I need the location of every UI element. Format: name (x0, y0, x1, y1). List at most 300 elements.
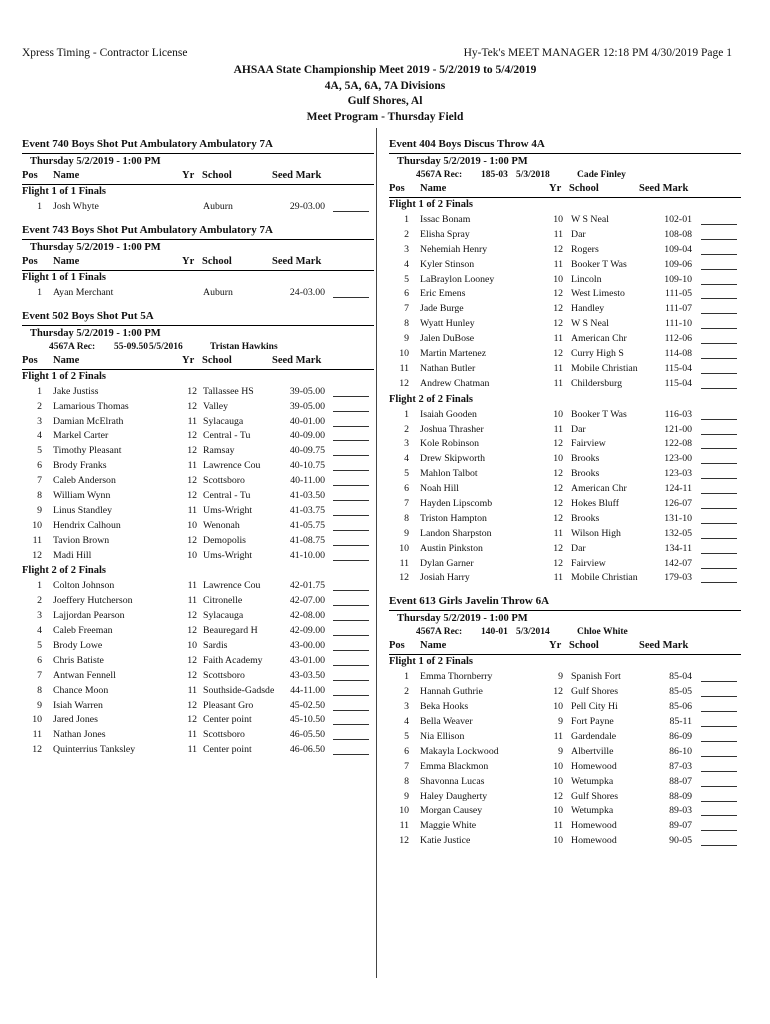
result-blank-line (333, 739, 369, 740)
result-blank-line (333, 545, 369, 546)
entry-row (389, 543, 741, 558)
col-yr-label: Yr (182, 255, 195, 267)
entry-position: 12 (32, 744, 42, 756)
entry-position: 1 (37, 580, 42, 592)
entry-seed: 39-05.00 (289, 400, 325, 412)
entry-name: Isaiah Gooden (420, 408, 477, 420)
record-line (22, 342, 374, 355)
result-blank-line (333, 426, 369, 427)
entry-seed: 43-00.00 (289, 640, 325, 652)
entry-year: 11 (187, 744, 197, 756)
record-holder: Tristan Hawkins (210, 341, 278, 352)
entry-year: 10 (553, 214, 563, 225)
result-blank-line (701, 801, 737, 802)
result-blank-line (701, 771, 737, 772)
entry-seed: 29-03.00 (289, 201, 325, 212)
entry-seed: 89-07 (669, 820, 692, 832)
entry-year: 12 (187, 699, 197, 711)
entry-row (22, 460, 374, 475)
entry-seed: 42-01.75 (289, 580, 325, 592)
entry-seed: 122-08 (664, 438, 692, 450)
entry-year: 12 (553, 498, 563, 510)
result-blank-line (701, 582, 737, 583)
col-seed-label: Seed Mark (272, 354, 322, 366)
entry-row (22, 445, 374, 460)
event-block (389, 138, 741, 587)
meet-divisions: 4A, 5A, 6A, 7A Divisions (324, 79, 446, 92)
result-blank-line (701, 538, 737, 539)
result-blank-line (333, 455, 369, 456)
entry-row (22, 287, 374, 302)
entry-row (22, 386, 374, 401)
entry-name: Caleb Anderson (53, 475, 116, 487)
entry-seed: 85-06 (669, 701, 692, 713)
entry-row (22, 535, 374, 550)
result-blank-line (333, 635, 369, 636)
entry-row (22, 700, 374, 715)
entry-school: Ums-Wright (203, 504, 253, 516)
entry-school: Central - Tu (203, 430, 251, 442)
entry-name: Makayla Lockwood (420, 745, 499, 757)
record-holder: Cade Finley (577, 170, 626, 180)
entry-name: Haley Daugherty (420, 790, 488, 802)
entry-row (389, 409, 741, 424)
result-blank-line (333, 590, 369, 591)
flight-label: Flight 2 of 2 Finals (22, 565, 107, 577)
entry-school: Auburn (203, 286, 233, 298)
entry-school: Homewood (571, 760, 617, 772)
result-blank-line (701, 343, 737, 344)
record-date: 5/3/2014 (516, 627, 550, 638)
session-time: Thursday 5/2/2019 - 1:00 PM (30, 156, 161, 167)
entry-name: Wyatt Hunley (420, 318, 475, 330)
event-block (22, 310, 374, 759)
entry-name: Austin Pinkston (420, 542, 483, 554)
entry-school: Demopolis (203, 534, 246, 546)
entry-year: 11 (553, 228, 563, 240)
entry-name: Caleb Freeman (53, 625, 113, 637)
entry-position: 10 (32, 519, 42, 531)
result-blank-line (701, 696, 737, 697)
entry-seed: 43-01.00 (289, 654, 325, 666)
entry-school: Mobile Christian (571, 362, 638, 374)
entry-row (389, 820, 741, 835)
entry-position: 11 (32, 534, 42, 546)
entry-name: Brody Lowe (53, 640, 103, 652)
entry-school: Beauregard H (203, 625, 258, 637)
entry-name: Isiah Warren (53, 699, 103, 711)
result-blank-line (701, 493, 737, 494)
entry-year: 11 (553, 423, 563, 435)
entry-name: Kyler Stinson (420, 258, 475, 270)
entry-school: Hokes Bluff (571, 498, 619, 510)
entry-school: Wenonah (203, 519, 240, 531)
entry-year: 12 (553, 512, 563, 524)
entry-school: Southside-Gadsde (203, 684, 275, 696)
entry-year: 9 (558, 671, 563, 683)
entry-name: Triston Hampton (420, 512, 487, 524)
entry-seed: 85-11 (669, 716, 692, 728)
entry-row (389, 214, 741, 229)
entry-year: 12 (553, 348, 563, 360)
entry-name: Damian McElrath (53, 415, 124, 427)
entry-seed: 42-07.00 (289, 595, 325, 607)
result-blank-line (333, 620, 369, 621)
entry-position: 11 (399, 820, 409, 832)
col-yr-label: Yr (182, 170, 195, 181)
record-mark: 185-03 (481, 170, 508, 180)
entry-year: 12 (553, 557, 563, 569)
result-blank-line (701, 224, 737, 225)
meet-title-block (0, 63, 770, 125)
entry-position: 1 (37, 286, 42, 298)
entry-year: 12 (553, 468, 563, 480)
entry-seed: 86-10 (669, 745, 692, 757)
entry-year: 12 (187, 430, 197, 442)
entry-name: William Wynn (53, 490, 111, 502)
entry-name: Kole Robinson (420, 438, 480, 450)
entry-year: 12 (553, 288, 563, 300)
entry-year: 12 (553, 303, 563, 315)
column-header (22, 170, 374, 185)
entry-row (389, 746, 741, 761)
result-blank-line (701, 388, 737, 389)
entry-year: 11 (553, 377, 563, 389)
entry-seed: 45-10.50 (289, 714, 325, 726)
result-blank-line (701, 568, 737, 569)
entry-row (389, 424, 741, 439)
entry-name: Martin Martenez (420, 348, 487, 360)
entry-school: Fort Payne (571, 716, 614, 728)
entry-year: 11 (553, 258, 563, 270)
column-header (22, 256, 374, 271)
meet-program: Meet Program - Thursday Field (306, 110, 464, 123)
entry-seed: 88-07 (669, 775, 692, 787)
result-blank-line (701, 448, 737, 449)
entry-school: Dar (571, 542, 586, 554)
entry-year: 12 (187, 490, 197, 502)
entry-position: 6 (37, 654, 42, 666)
flight-label: Flight 1 of 2 Finals (389, 656, 474, 668)
record-label: 4567A Rec: (416, 627, 463, 638)
entry-row (389, 303, 741, 318)
entry-name: Joshua Thrasher (420, 423, 484, 435)
entry-seed: 40-09.75 (289, 445, 325, 457)
entry-position: 9 (37, 504, 42, 516)
entry-seed: 41-08.75 (289, 534, 325, 546)
col-pos-label: Pos (22, 170, 38, 181)
entry-name: Jade Burge (420, 303, 464, 315)
entry-seed: 44-11.00 (290, 684, 325, 696)
entry-year: 9 (558, 745, 563, 757)
col-name-label: Name (53, 170, 80, 181)
entry-position: 7 (404, 498, 409, 510)
result-blank-line (701, 523, 737, 524)
entry-name: Dylan Garner (420, 557, 474, 569)
entry-row (389, 731, 741, 746)
col-school-label: School (202, 170, 232, 181)
entry-name: Antwan Fennell (53, 669, 116, 681)
result-blank-line (333, 500, 369, 501)
entry-school: Dar (571, 423, 586, 435)
entry-position: 11 (399, 362, 409, 374)
entry-name: Bella Weaver (420, 716, 473, 728)
col-name-label: Name (53, 255, 80, 267)
result-blank-line (701, 284, 737, 285)
col-pos-label: Pos (22, 255, 38, 267)
entry-school: Lawrence Cou (203, 460, 261, 472)
entry-row (22, 490, 374, 505)
event-title: Event 740 Boys Shot Put Ambulatory Ambulatory 7A (22, 138, 374, 154)
col-school-label: School (202, 354, 232, 366)
entry-row (22, 625, 374, 640)
entry-name: Madi Hill (53, 549, 92, 561)
entry-year: 12 (553, 790, 563, 802)
entry-seed: 115-04 (664, 362, 692, 374)
entry-school: Dar (571, 228, 586, 240)
entry-school: Homewood (571, 835, 617, 847)
entry-row (22, 505, 374, 520)
entry-name: LaBraylon Looney (420, 273, 495, 285)
entry-position: 4 (37, 430, 42, 442)
entry-seed: 108-08 (664, 228, 692, 240)
entry-year: 10 (187, 549, 197, 561)
entry-row (389, 835, 741, 850)
record-label: 4567A Rec: (416, 170, 463, 180)
col-school-label: School (202, 255, 232, 267)
event-block (22, 224, 374, 302)
entry-year: 11 (187, 460, 197, 472)
entry-name: Markel Carter (53, 430, 109, 442)
entry-row (22, 401, 374, 416)
col-yr-label: Yr (549, 640, 562, 652)
record-label: 4567A Rec: (49, 341, 96, 352)
entry-school: Fairview (571, 438, 606, 450)
entry-seed: 85-05 (669, 686, 692, 698)
entry-year: 11 (553, 820, 563, 832)
entry-year: 11 (553, 527, 563, 539)
result-blank-line (701, 756, 737, 757)
entry-school: Wetumpka (571, 775, 614, 787)
entry-position: 9 (404, 790, 409, 802)
entry-seed: 111-05 (664, 288, 692, 300)
result-blank-line (701, 830, 737, 831)
entry-school: Fairview (571, 557, 606, 569)
entry-seed: 111-07 (664, 303, 692, 315)
result-blank-line (701, 328, 737, 329)
entry-year: 12 (553, 542, 563, 554)
column-header (389, 640, 741, 655)
entry-seed: 46-06.50 (289, 744, 325, 756)
result-blank-line (333, 297, 369, 298)
result-blank-line (333, 411, 369, 412)
entry-school: American Chr (571, 333, 627, 345)
entry-position: 5 (37, 640, 42, 652)
result-blank-line (701, 508, 737, 509)
entry-name: Jake Justiss (53, 385, 99, 397)
col-seed-label: Seed Mark (639, 640, 689, 652)
entry-school: Handley (571, 303, 605, 315)
entry-school: West Limesto (571, 288, 625, 300)
entry-school: Gulf Shores (571, 790, 619, 802)
result-blank-line (701, 815, 737, 816)
entry-seed: 102-01 (664, 214, 692, 225)
entry-school: Auburn (203, 201, 233, 212)
entry-school: Sardis (203, 640, 228, 652)
result-blank-line (701, 313, 737, 314)
entry-year: 11 (187, 415, 197, 427)
entry-school: Center point (203, 744, 252, 756)
result-blank-line (333, 680, 369, 681)
event-title: Event 502 Boys Shot Put 5A (22, 310, 374, 326)
col-seed-label: Seed Mark (272, 170, 322, 181)
entry-seed: 90-05 (669, 835, 692, 847)
record-mark: 140-01 (481, 627, 508, 638)
entry-seed: 41-03.75 (289, 504, 325, 516)
entry-school: W S Neal (571, 214, 609, 225)
entry-year: 10 (187, 640, 197, 652)
col-yr-label: Yr (182, 354, 195, 366)
entry-row (389, 274, 741, 289)
entry-row (389, 805, 741, 820)
entry-seed: 126-07 (664, 498, 692, 510)
entry-seed: 45-02.50 (289, 699, 325, 711)
entry-school: Brooks (571, 468, 600, 480)
result-blank-line (701, 298, 737, 299)
entry-year: 12 (553, 318, 563, 330)
entry-school: Rogers (571, 243, 599, 255)
entry-position: 8 (37, 684, 42, 696)
result-blank-line (333, 754, 369, 755)
event-block (22, 138, 374, 216)
entry-year: 11 (187, 504, 197, 516)
entry-position: 8 (37, 490, 42, 502)
record-holder: Chloe White (577, 627, 628, 638)
entry-year: 10 (553, 805, 563, 817)
entry-seed: 112-06 (664, 333, 692, 345)
col-pos-label: Pos (389, 640, 405, 652)
result-blank-line (333, 396, 369, 397)
result-blank-line (333, 530, 369, 531)
entry-school: Sylacauga (203, 610, 244, 622)
event-title: Event 613 Girls Javelin Throw 6A (389, 595, 741, 611)
entry-seed: 89-03 (669, 805, 692, 817)
entry-seed: 42-09.00 (289, 625, 325, 637)
meet-location: Gulf Shores, Al (347, 95, 423, 107)
result-blank-line (701, 711, 737, 712)
right-column (389, 138, 741, 858)
entry-row (22, 744, 374, 759)
entry-position: 6 (37, 460, 42, 472)
entry-school: Ums-Wright (203, 549, 253, 561)
flight-label: Flight 2 of 2 Finals (389, 393, 474, 405)
entry-position: 9 (404, 333, 409, 345)
entry-name: Morgan Causey (420, 805, 483, 817)
entry-name: Josh Whyte (53, 201, 99, 212)
record-date: 5/5/2016 (149, 341, 183, 352)
entry-row (22, 430, 374, 445)
entry-year: 11 (187, 684, 197, 696)
flight-label: Flight 1 of 2 Finals (389, 199, 474, 210)
result-blank-line (333, 211, 369, 212)
result-blank-line (333, 485, 369, 486)
entry-seed: 41-10.00 (289, 549, 325, 561)
entry-name: Ayan Merchant (53, 286, 114, 298)
entry-position: 6 (404, 745, 409, 757)
event-block (389, 595, 741, 850)
entry-position: 10 (399, 542, 409, 554)
entry-seed: 40-10.75 (289, 460, 325, 472)
result-blank-line (701, 726, 737, 727)
entry-year: 11 (187, 595, 197, 607)
entry-year: 12 (187, 714, 197, 726)
entry-position: 4 (404, 453, 409, 465)
result-blank-line (701, 478, 737, 479)
entry-position: 7 (37, 669, 42, 681)
entry-seed: 123-03 (664, 468, 692, 480)
entry-seed: 134-11 (664, 542, 692, 554)
col-seed-label: Seed Mark (639, 183, 689, 194)
entry-position: 10 (399, 348, 409, 360)
column-header (22, 355, 374, 370)
result-blank-line (333, 650, 369, 651)
result-blank-line (701, 463, 737, 464)
entry-name: Chris Batiste (53, 654, 104, 666)
entry-school: Childersburg (571, 377, 622, 389)
entry-row (22, 416, 374, 431)
entry-row (22, 640, 374, 655)
entry-row (389, 453, 741, 468)
entry-school: Ramsay (203, 445, 235, 457)
entry-school: Gulf Shores (571, 686, 619, 698)
entry-year: 12 (553, 686, 563, 698)
result-blank-line (333, 605, 369, 606)
entry-row (22, 580, 374, 595)
entry-position: 2 (404, 228, 409, 240)
entry-position: 7 (37, 475, 42, 487)
left-column (22, 138, 374, 767)
entry-position: 8 (404, 318, 409, 330)
entry-position: 5 (37, 445, 42, 457)
entry-school: Curry High S (571, 348, 624, 360)
result-blank-line (333, 665, 369, 666)
entry-row (389, 244, 741, 259)
result-blank-line (701, 741, 737, 742)
entry-row (389, 498, 741, 513)
entry-name: Quinterrius Tanksley (53, 744, 136, 756)
entry-year: 12 (187, 610, 197, 622)
entry-year: 12 (187, 654, 197, 666)
entry-seed: 88-09 (669, 790, 692, 802)
entry-year: 10 (553, 701, 563, 713)
entry-position: 5 (404, 273, 409, 285)
entry-row (389, 686, 741, 701)
column-header (389, 183, 741, 198)
entry-position: 4 (404, 716, 409, 728)
result-blank-line (333, 440, 369, 441)
entry-seed: 109-10 (664, 273, 692, 285)
entry-name: Katie Justice (420, 835, 471, 847)
entry-row (389, 558, 741, 573)
entry-year: 11 (553, 333, 563, 345)
event-title: Event 743 Boys Shot Put Ambulatory Ambulatory 7A (22, 224, 374, 240)
entry-position: 12 (399, 835, 409, 847)
entry-name: Jalen DuBose (420, 333, 475, 345)
entry-year: 10 (553, 408, 563, 420)
entry-position: 1 (37, 201, 42, 212)
entry-year: 11 (553, 362, 563, 374)
meet-title: AHSAA State Championship Meet 2019 - 5/2/2019 to 5/4/2019 (233, 64, 537, 76)
